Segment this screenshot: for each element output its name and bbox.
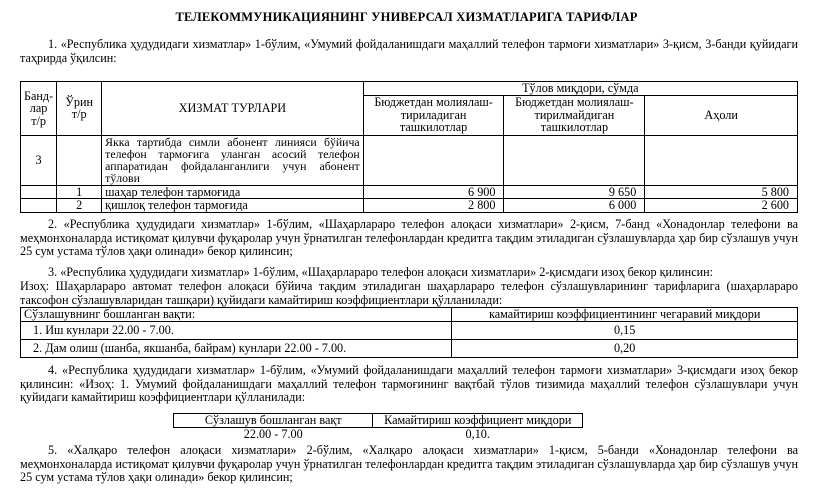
table-row xyxy=(21,340,798,358)
document-title: ТЕЛЕКОММУНИКАЦИЯНИНГ УНИВЕРСАЛ ХИЗМАТЛАРИГА ТАРИФЛАР xyxy=(175,10,638,24)
value-time-period: 22.00 - 7.00 xyxy=(243,427,303,442)
table-row xyxy=(21,199,798,213)
table-row xyxy=(21,135,798,185)
paragraph-3-note: Изоҳ: Шаҳарлараро автомат телефон алоқаси бўйича тақдим этиладиган шаҳарлараро телефон сўзлашувларининг тарифларига (шаҳарлараро таксофон сўзлашувларидан ташқари) қуйидаги камайтириш коэффициентлари қўлланилади: xyxy=(20,279,798,307)
header-service-types: ХИЗМАТ ТУРЛАРИ xyxy=(102,82,364,136)
header-reduction-coefficient: Камайтириш коэффициент миқдори xyxy=(373,414,583,428)
row-service-description: Якка тартибда симли абонент линияси бўйича телефон тармоғига уланган асосий телефон аппаратидан фойдаланганлиги учун абонент тўлови xyxy=(102,135,364,185)
paragraph-4: 4. «Республика ҳудудидаги хизматлар» 1-бўлим, «Умумий фойдаланишдаги маҳаллий телефон тармоғи хизматлари» 3-қисмдаги изоҳ бекор қилинсин: «Изоҳ: 1. Умумий фойдаланишдаги маҳаллий телефон тармоғининг вақтбай тўлов тизимида маҳаллий телефон сўзлашувлари учун қуйидаги камайтириш коэффициентлари қўлланилади: xyxy=(20,363,798,404)
paragraph-1: 1. «Республика ҳудудидаги хизматлар» 1-бўлим, «Умумий фойдаланишдаги маҳаллий телефон тармоғи хизматлари» 3-қисм, 3-банди қуйидаги таҳрирда ўқилсин: xyxy=(20,37,798,65)
header-budget-funded: Бюджетдан молиялаш-тириладиган ташкилотлар xyxy=(363,95,504,135)
row-coefficient: 0,20 xyxy=(452,340,798,358)
table-row xyxy=(21,185,798,199)
row-name: шаҳар телефон тармоғида xyxy=(102,185,364,199)
header-non-budget-funded: Бюджетдан молиялаш-тирилмайдиган ташкилотлар xyxy=(504,95,645,135)
row-number: 1 xyxy=(57,185,102,199)
row-time-period: 2. Дам олиш (шанба, якшанба, байрам) кунлари 22.00 - 7.00. xyxy=(21,340,452,358)
value-budget-funded: 6 900 xyxy=(363,185,504,199)
header-coefficient-limit: камайтириш коэффициентининг чегаравий миқдори xyxy=(452,308,798,322)
tariff-table xyxy=(20,81,798,213)
header-band-number: Банд-лар т/р xyxy=(21,82,57,136)
table-header-row xyxy=(21,308,798,322)
paragraph-2: 2. «Республика ҳудудидаги хизматлар» 1-бўлим, «Шаҳарлараро телефон алоқаси хизматлари» 2-қисм, 7-банд «Хонадонлар телефони ва меҳмонхоналарда истиқомат қилувчи фуқаролар учун ўрнатилган телефонлардан кредитга тақдим этиладиган сўзлашувларда ҳар бир сўзлашув учун 25 сум устама тўлов ҳақи олинади» бекор қилинсин; xyxy=(20,217,798,258)
reduction-coefficient-table xyxy=(20,307,798,358)
header-position-number: Ўрин т/р xyxy=(57,82,102,136)
value-coefficient: 0,10. xyxy=(465,427,490,442)
table-row xyxy=(21,322,798,340)
value-population: 5 800 xyxy=(645,185,798,199)
header-call-start-time: Сўзлашув бошланган вақт xyxy=(174,414,373,428)
row-number: 2 xyxy=(57,199,102,213)
paragraph-3: 3. «Республика ҳудудидаги хизматлар» 1-бўлим, «Шаҳарлараро телефон алоқаси хизматлари» 2-қисмдаги изоҳ бекор қилинсин: xyxy=(48,265,714,279)
local-coefficient-table xyxy=(173,413,583,441)
value-budget-funded: 2 800 xyxy=(363,199,504,213)
row-band-number: 3 xyxy=(21,135,57,185)
row-name: қишлоқ телефон тармоғида xyxy=(102,199,364,213)
header-population: Аҳоли xyxy=(645,95,798,135)
value-population: 2 600 xyxy=(645,199,798,213)
row-coefficient: 0,15 xyxy=(452,322,798,340)
value-non-budget-funded: 9 650 xyxy=(504,185,645,199)
header-payment-amount: Тўлов миқдори, сўмда xyxy=(363,82,797,96)
row-time-period: 1. Иш кунлари 22.00 - 7.00. xyxy=(21,322,452,340)
paragraph-5: 5. «Халқаро телефон алоқаси хизматлари» 2-бўлим, «Халқаро алоқаси хизматлари» 1-қисм, 5-банди «Хонадонлар телефони ва меҳмонхоналарда истиқомат қилувчи фуқаролар учун ўрнатилган телефонлардан кредитга тақдим этиладиган сўзлашувларда ҳар бир сўзлашув учун 25 сум устама тўлов ҳақи олинади» бекор қилинсин; xyxy=(20,443,798,484)
header-start-time: Сўзлашувнинг бошланган вақти: xyxy=(21,308,452,322)
value-non-budget-funded: 6 000 xyxy=(504,199,645,213)
